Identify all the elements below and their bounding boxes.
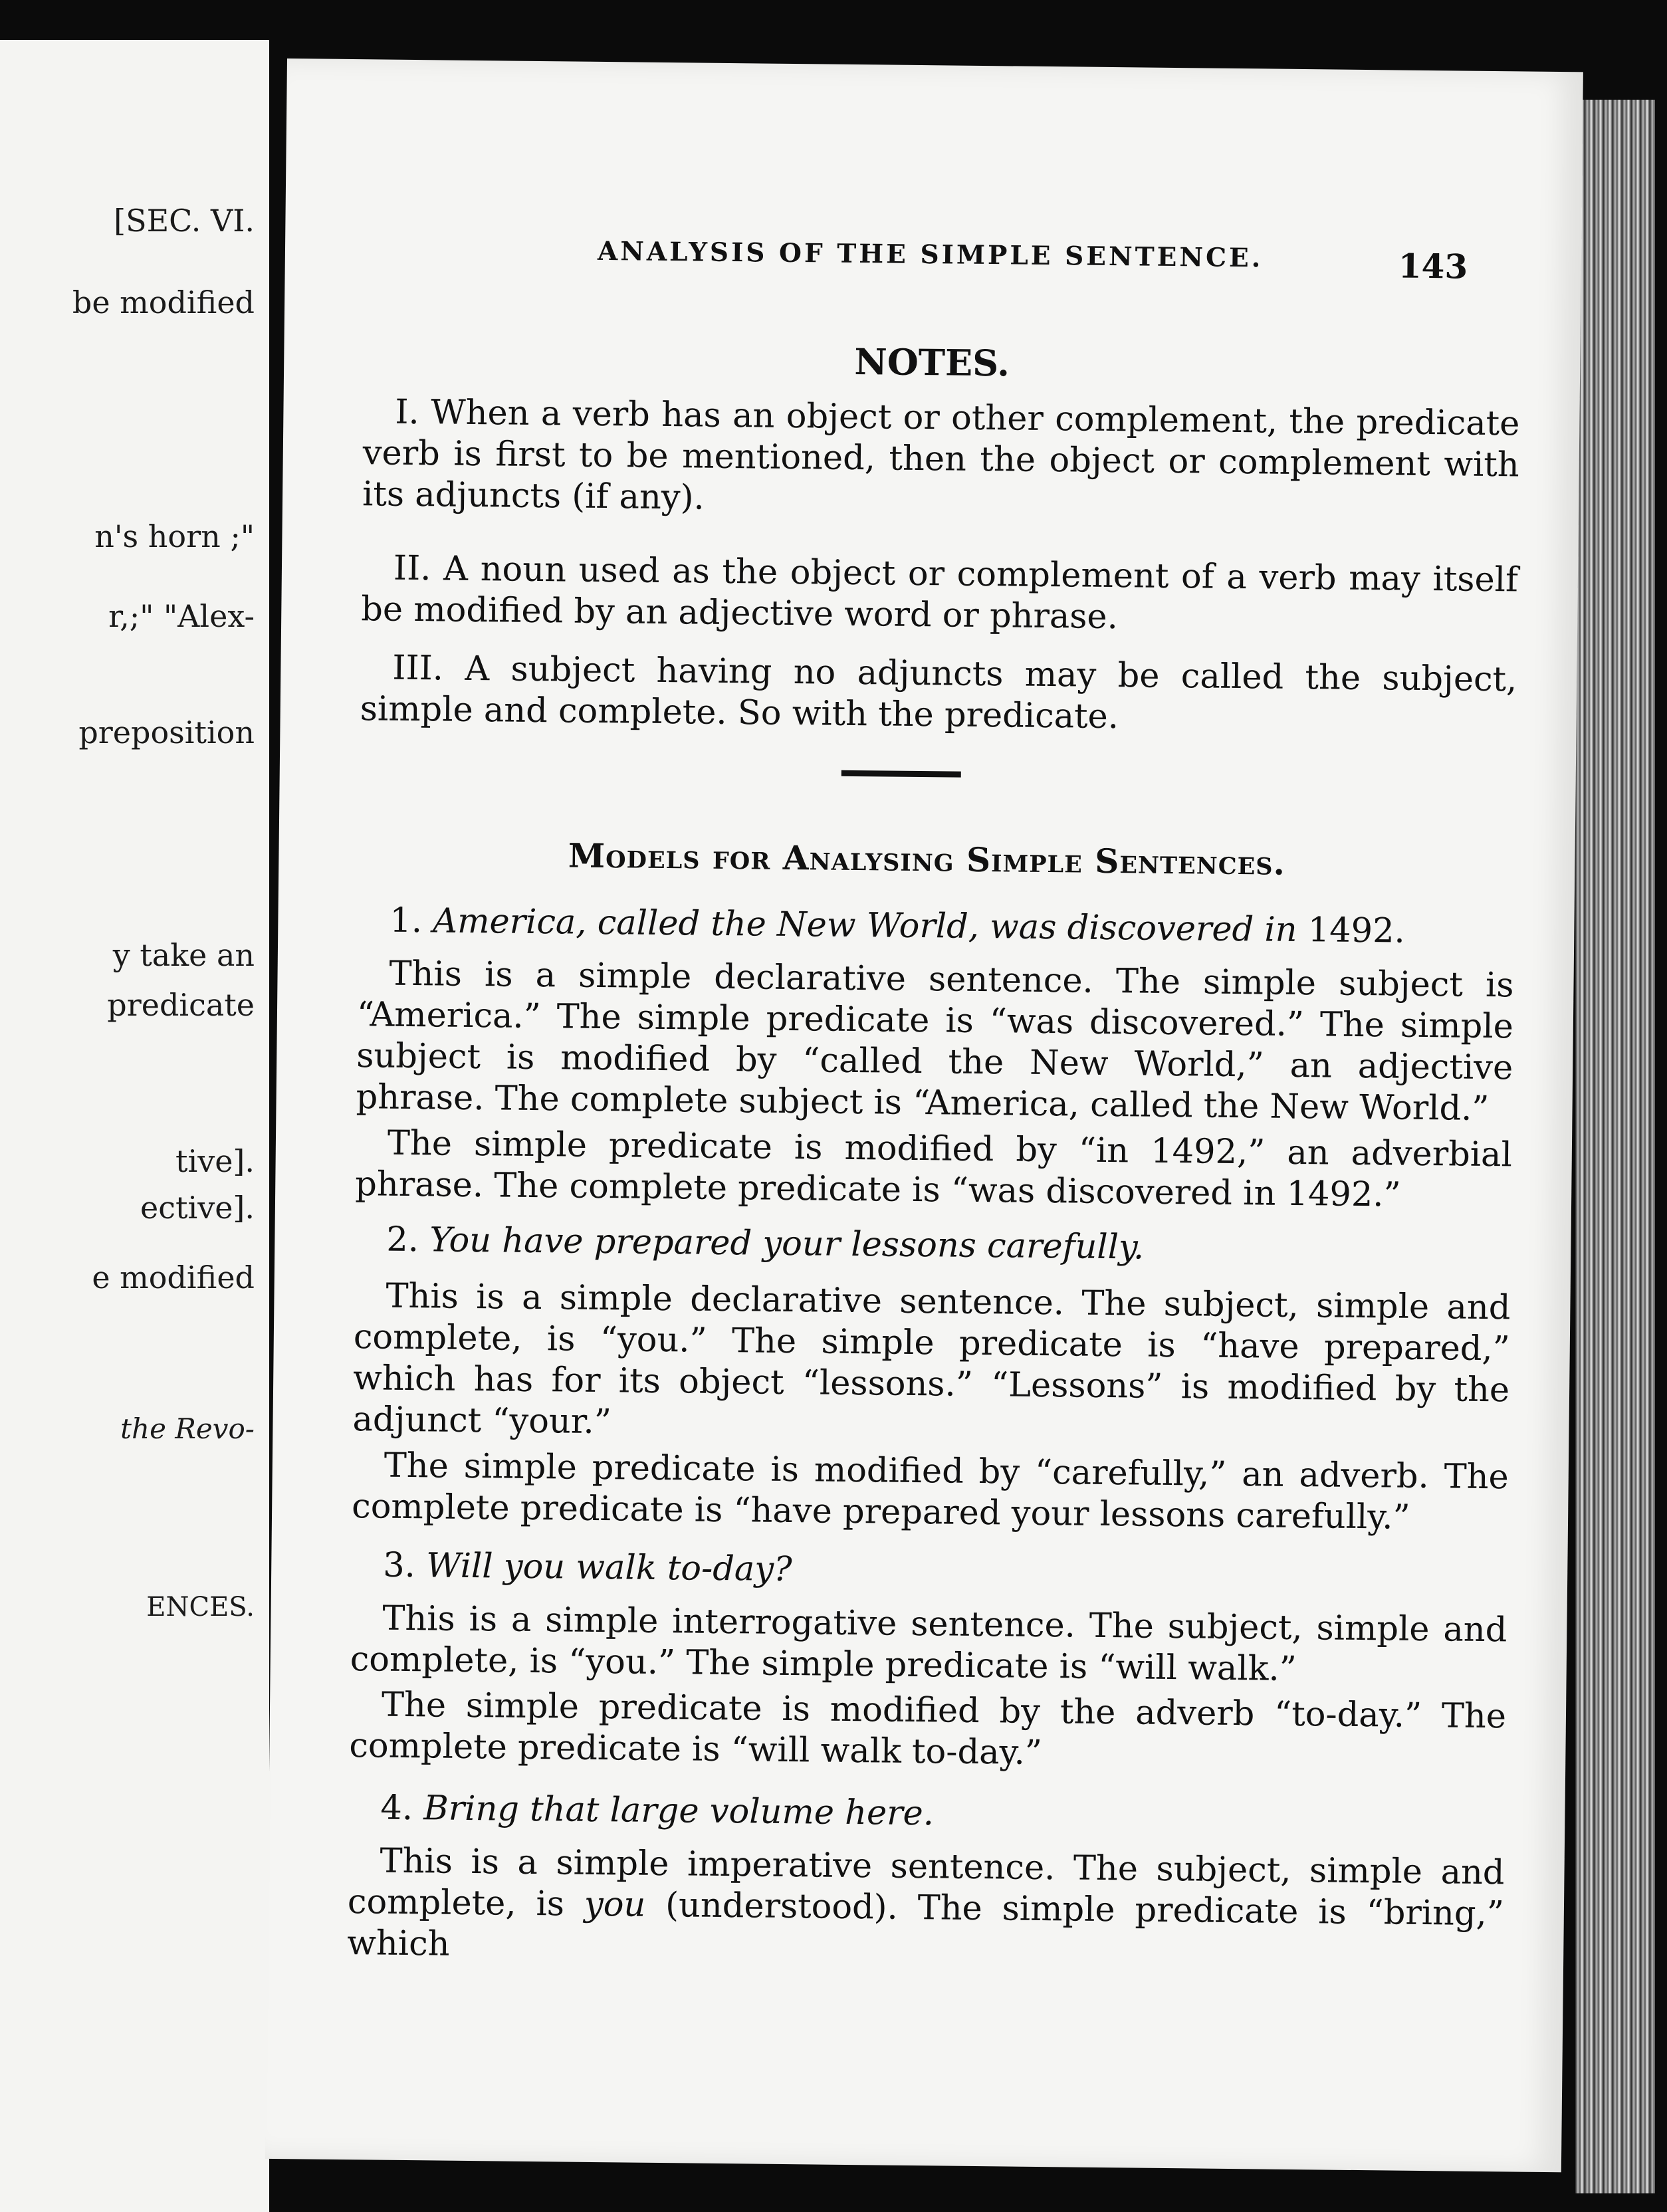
example-paragraph: This is a simple declarative sentence. The simple subject is “America.” The simple predicate is “was discovered.” The simple subject is modified by “called the New World,” an adjective phrase. The complete subject is “America, called the New World.” [356, 954, 1514, 1129]
example-paragraph: This is a simple interrogative sentence. The subject, simple and complete, is “you.” The simple predicate is “will walk.” [350, 1599, 1507, 1690]
example-paragraph: The simple predicate is modified by “carefully,” an adverb. The complete predicate is “have prepared your lessons carefully.” [351, 1446, 1509, 1537]
note-item: II. A noun used as the object or complement of a verb may itself be modified by an adjective word or phrase. [361, 548, 1519, 637]
page-edge-stack [1575, 100, 1655, 2193]
left-line: e modified [92, 1260, 255, 1295]
left-line: ective]. [140, 1190, 255, 1226]
left-line: be modified [72, 284, 255, 320]
right-page [265, 58, 1583, 2172]
example-sentence [354, 1219, 1511, 1272]
running-header: ANALYSIS OF THE SIMPLE SENTENCE. [597, 235, 1264, 274]
note-item: III. A subject having no adjuncts may be called the subject, simple and complete. So with the predicate. [360, 648, 1517, 737]
left-page-fragment [0, 40, 269, 2212]
example-text: America, called the New World, was discovered in [433, 901, 1297, 950]
left-line: r,;" "Alex- [108, 598, 255, 634]
paragraph-text: This is a simple imperative sentence. The subject, simple and complete, is [347, 1841, 1505, 1924]
note-item: I. When a verb has an object or other complement, the predicate verb is first to be mentioned, then the object or complement with its adjuncts (if any). [362, 392, 1520, 518]
example-text: Bring that large volume here. [423, 1789, 935, 1834]
example-sentence [351, 1545, 1508, 1598]
left-line: n's horn ;" [94, 518, 255, 554]
example-number: 1. [389, 901, 423, 941]
left-line: the Revo- [120, 1412, 255, 1445]
example-number: 2. [386, 1220, 419, 1260]
page-number: 143 [1398, 246, 1468, 286]
example-paragraph [347, 1840, 1505, 1976]
example-year: 1492. [1307, 911, 1406, 951]
section-divider [841, 770, 961, 778]
left-line: y take an [112, 937, 255, 973]
example-number: 4. [380, 1788, 413, 1828]
left-line: ENCES. [146, 1592, 255, 1622]
models-heading: Models for Analysing Simple Sentences. [568, 835, 1286, 883]
example-number: 3. [382, 1545, 416, 1586]
left-line: predicate [107, 987, 255, 1023]
example-paragraph: The simple predicate is modified by the adverb “to-day.” The complete predicate is “will walk to-day.” [349, 1685, 1507, 1773]
paragraph-emphasis: you [584, 1884, 646, 1925]
paragraph-text: (understood). The simple predicate is “bring,” which [347, 1885, 1505, 1964]
notes-heading: NOTES. [854, 340, 1010, 385]
left-line: preposition [78, 715, 255, 750]
example-text: You have prepared your lessons carefully. [429, 1220, 1145, 1268]
left-line: tive]. [175, 1143, 255, 1179]
example-paragraph: The simple predicate is modified by “in 1492,” an adverbial phrase. The complete predicate is “was discovered in 1492.” [354, 1123, 1513, 1215]
example-text: Will you walk to-day? [425, 1546, 792, 1590]
example-sentence [348, 1787, 1505, 1840]
example-paragraph: This is a simple declarative sentence. The subject, simple and complete, is “you.” The simple predicate is “have prepared,” which has for its object “lessons.” “Lessons” is modified by the adjunct “your.” [352, 1276, 1511, 1442]
left-line: [SEC. VI. [114, 203, 255, 239]
example-sentence [358, 900, 1515, 953]
